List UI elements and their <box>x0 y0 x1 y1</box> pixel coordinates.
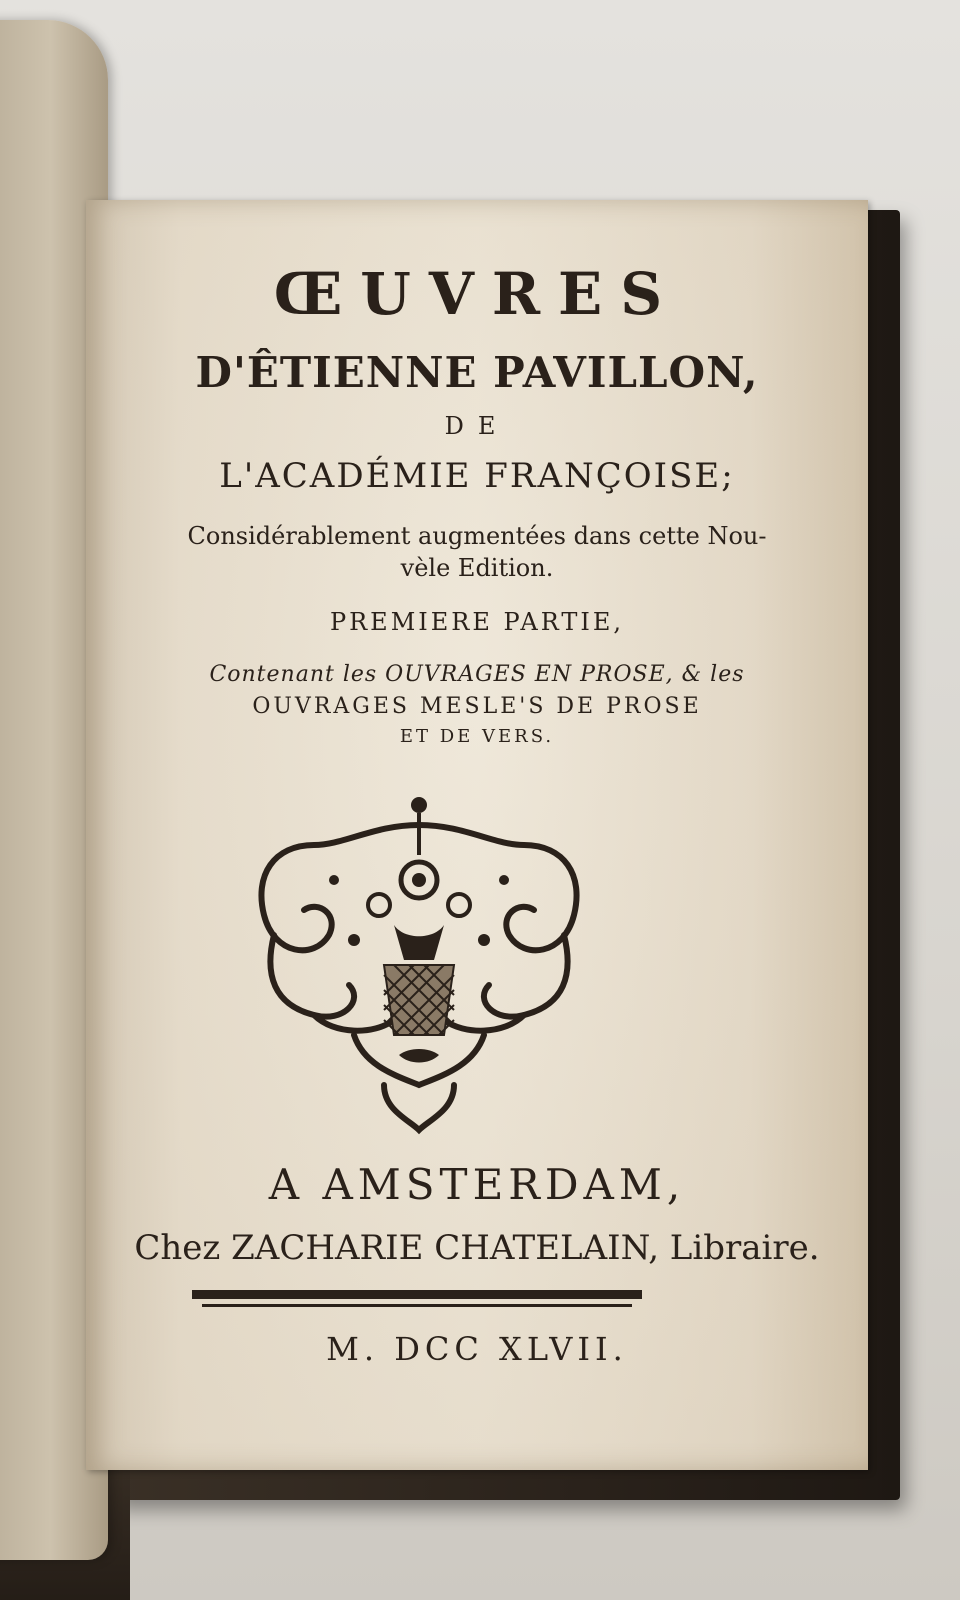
edition-note-line1: Considérablement augmentées dans cette Nou- <box>187 522 767 550</box>
contents-line2: OUVRAGES MESLE'S DE PROSE <box>252 694 702 719</box>
imprint-date: M. DCC XLVII. <box>326 1330 628 1368</box>
double-rule-divider <box>192 1288 642 1314</box>
academy-name: L'ACADÉMIE FRANÇOISE; <box>219 456 735 496</box>
contents-line3: ET DE VERS. <box>399 726 555 747</box>
edition-note-line2: vèle Edition. <box>400 554 554 582</box>
title-page <box>86 200 868 1470</box>
connector-de: DE <box>444 412 510 440</box>
author-name: D'ÊTIENNE PAVILLON, <box>195 348 759 397</box>
book-title: ŒUVRES <box>273 260 681 328</box>
imprint-publisher: Chez ZACHARIE CHATELAIN, Libraire. <box>134 1228 820 1268</box>
floral-vignette-ornament <box>234 785 604 1135</box>
part-heading: PREMIERE PARTIE, <box>329 608 625 636</box>
contents-line1: Contenant les OUVRAGES EN PROSE, & les <box>209 662 745 687</box>
imprint-place: A AMSTERDAM, <box>268 1160 686 1209</box>
